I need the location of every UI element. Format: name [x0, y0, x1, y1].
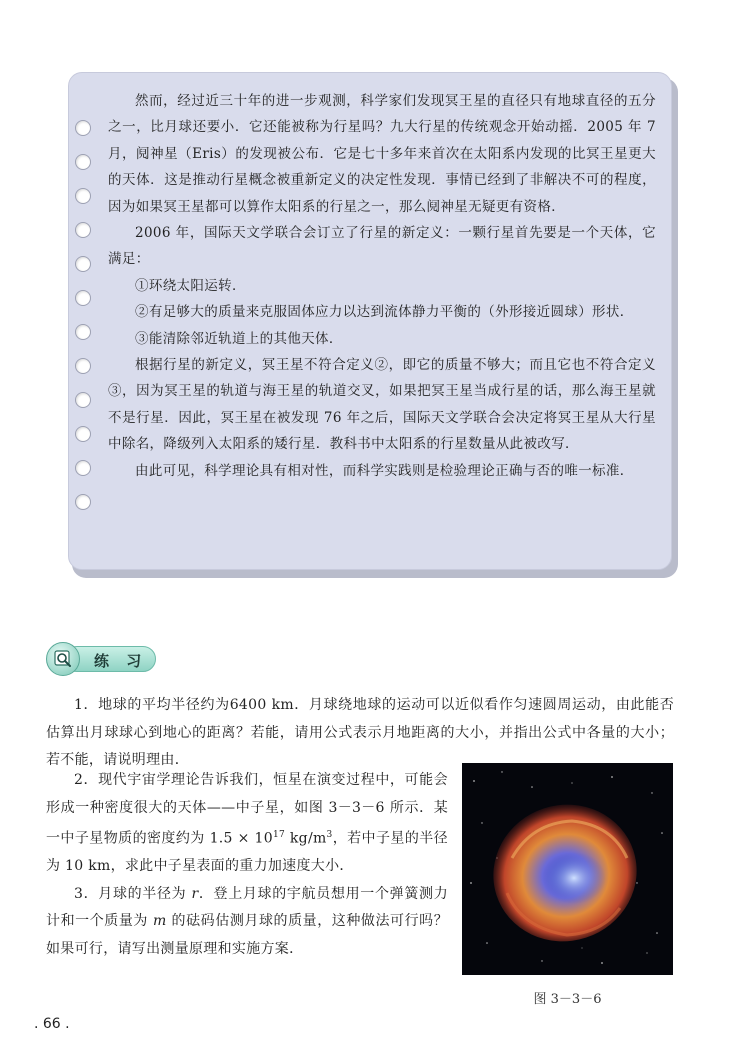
question-1-text: 1．地球的平均半径约为6400 km．月球绕地球的运动可以近似看作匀速圆周运动，由此能否估算出月球球心到地心的距离？若能，请用公式表示月地距离的大小，并指出公式中各量的大小；若不能，请说明理由．	[46, 697, 674, 768]
question-2-text: 2．现代宇宙学理论告诉我们，恒星在演变过程中，可能会形成一种密度很大的天体——中子星，如图 3－3－6 所示．某一中子星物质的密度约为 $1.5 \times 10^{17}$ $kg/m^3$，若中子星的半径为 10 km，求此中子星表面的重力加速度大小．	[46, 772, 448, 875]
paragraph: 2006 年，国际天文学联合会订立了行星的新定义：一颗行星首先要是一个天体，它满足：	[108, 225, 656, 268]
definition-item: ②有足够大的质量来克服固体应力以达到流体静力平衡的（外形接近圆球）形状．	[135, 304, 634, 321]
question-2-3	[46, 767, 448, 963]
binder-hole	[75, 188, 91, 204]
exercise-header	[46, 642, 156, 676]
paragraph: 根据行星的新定义，冥王星不符合定义②，即它的质量不够大；而且它也不符合定义③，因为冥王星的轨道与海王星的轨道交叉，如果把冥王星当成行星的话，那么海王星就不是行星．因此，冥王星在被发现 76 年之后，国际天文学联合会决定将冥王星从大行星中除名，降级列入太阳系的矮行星．教科书中太阳系的行星数量从此被改写．	[108, 357, 656, 453]
paragraph: 由此可见，科学理论具有相对性，而科学实践则是检验理论正确与否的唯一标准．	[135, 462, 634, 479]
exercise-title: 练 习	[94, 652, 148, 670]
definition-item: ①环绕太阳运转．	[135, 277, 246, 294]
neutron-star-image	[462, 763, 673, 975]
definition-item: ③能清除邻近轨道上的其他天体．	[135, 330, 343, 347]
binder-hole	[75, 290, 91, 306]
binder-hole	[75, 358, 91, 374]
magnifier-icon	[46, 642, 80, 676]
binder-hole	[75, 392, 91, 408]
question-3-text: 3．月球的半径为 r．登上月球的宇航员想用一个弹簧测力计和一个质量为 m 的砝码估测月球的质量，这种做法可行吗？如果可行，请写出测量原理和实施方案．	[46, 885, 448, 957]
binder-hole	[75, 256, 91, 272]
page-number: . 66 .	[34, 1016, 70, 1032]
binder-hole	[75, 154, 91, 170]
binder-hole	[75, 494, 91, 510]
binder-hole	[75, 120, 91, 136]
binder-hole	[75, 426, 91, 442]
figure-caption: 图 3－3－6	[533, 992, 602, 1007]
binder-hole	[75, 460, 91, 476]
binder-hole	[75, 324, 91, 340]
binder-hole	[75, 222, 91, 238]
note-card-text	[108, 88, 656, 484]
paragraph: 然而，经过近三十年的进一步观测，科学家们发现冥王星的直径只有地球直径的五分之一，比月球还要小．它还能被称为行星吗？九大行星的传统观念开始动摇．2005 年 7 月，阋神星（Eris）的发现被公布．它是七十多年来首次在太阳系内发现的比冥王星更大的天体．这是推动行星概念被重新定义的决定性发现．事情已经到了非解决不可的程度，因为如果冥王星都可以算作太阳系的行星之一，那么阋神星无疑更有资格．	[108, 93, 656, 215]
